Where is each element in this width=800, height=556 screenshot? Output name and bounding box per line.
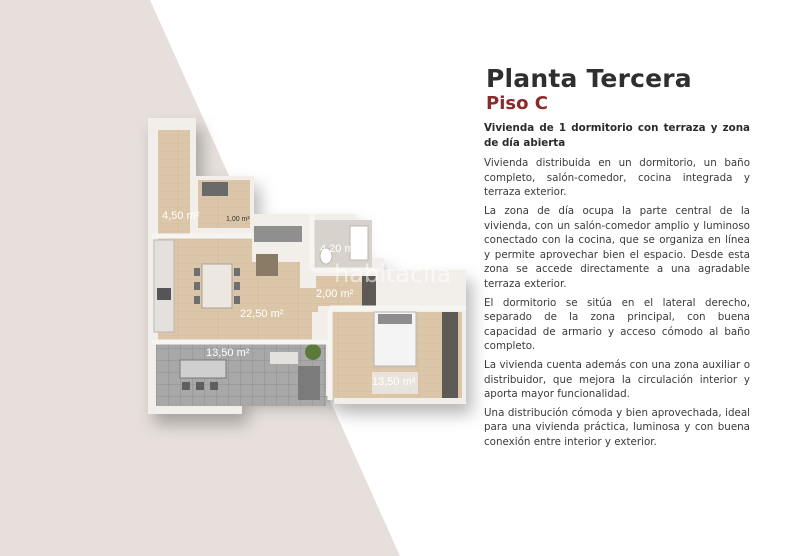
coffee-table (256, 254, 278, 276)
plant (305, 344, 321, 360)
kitchen-area-label: 4,50 m² (162, 210, 200, 222)
terrace-area-label: 13,50 m² (206, 347, 250, 359)
description-paragraph-4: La vivienda cuenta además con una zona auxiliar o distribuidor, que mejora la circulación interior y aporta mayor funcionalidad. (484, 358, 750, 401)
wardrobe (442, 312, 458, 398)
description-paragraph-2: La zona de día ocupa la parte central de la vivienda, con un salón-comedor amplio y luminoso conectado con la cocina, que se organiza en línea y permite aprovechar bien el espacio. Desde esta zona se accede directamente a una agradable terraza exterior. (484, 204, 750, 290)
bedroom-area-label: 13,50 m² (372, 376, 416, 388)
page-title: Planta Tercera (486, 64, 692, 93)
description-paragraph-1: Vivienda distribuida en un dormitorio, un baño completo, salón-comedor, cocina integrada y terraza exterior. (484, 157, 750, 199)
bathroom-area-label: 4,20 m² (320, 243, 358, 255)
cooktop (157, 288, 171, 300)
terrace-sofa (298, 366, 320, 400)
description-paragraph-5: Una distribución cómoda y bien aprovechada, ideal para una vivienda práctica, luminosa y con buena conexión entre interior y exterior. (484, 406, 750, 448)
pillows (378, 314, 412, 324)
page-subtitle: Piso C (486, 93, 548, 114)
hall-area-label: 2,00 m² (316, 288, 354, 300)
description-lead: Vivienda de 1 dormitorio con terraza y zona de día abierta (484, 122, 750, 149)
kitchen-counter (154, 240, 174, 332)
dining-table (202, 264, 232, 308)
terrace-lounger (270, 352, 298, 364)
description-column (484, 121, 750, 453)
watermark: habitaclia (334, 260, 452, 288)
terrace-chairs (182, 382, 218, 390)
sofa (254, 226, 302, 242)
storage-area-label: 1,00 m² (226, 216, 250, 223)
description-paragraph-3: El dormitorio se sitúa en el lateral derecho, separado de la zona principal, con buena capacidad de armario y acceso cómodo al baño completo. (484, 296, 750, 353)
terrace-table (180, 360, 226, 378)
storage-unit (202, 182, 228, 196)
living-area-label: 22,50 m² (240, 308, 284, 320)
